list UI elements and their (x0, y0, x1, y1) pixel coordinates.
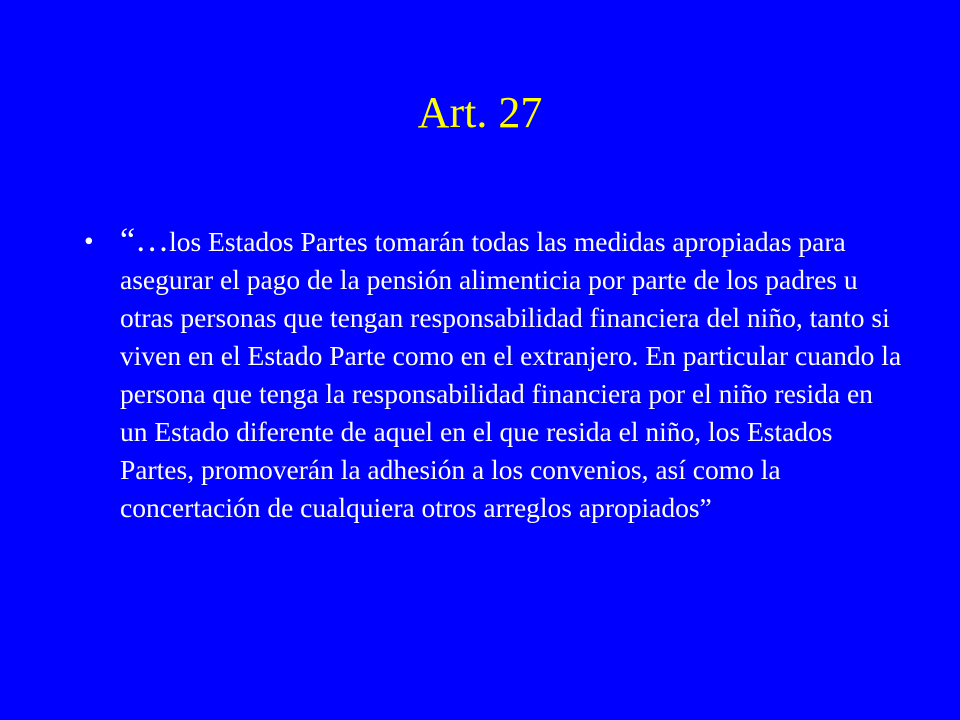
bullet-item (84, 222, 904, 527)
bullet-list (84, 222, 904, 527)
slide-title: Art. 27 (417, 88, 543, 137)
quote-lead: “… (120, 222, 170, 259)
bullet-text (120, 222, 904, 527)
bullet-body: los Estados Partes tomarán todas las medidas apropiadas para asegurar el pago de la pensión alimenticia por parte de los padres u otras personas que tengan responsabilidad financiera del niño, tanto si viven en el Estado Parte como en el extranjero. En particular cuando la persona que tenga la responsabilidad financiera por el niño resida en un Estado diferente de aquel en el que resida el niño, los Estados Partes, promoverán la adhesión a los convenios, así como la concertación de cualquiera otros arreglos apropiados” (120, 226, 902, 523)
bullet-icon: • (84, 225, 94, 256)
